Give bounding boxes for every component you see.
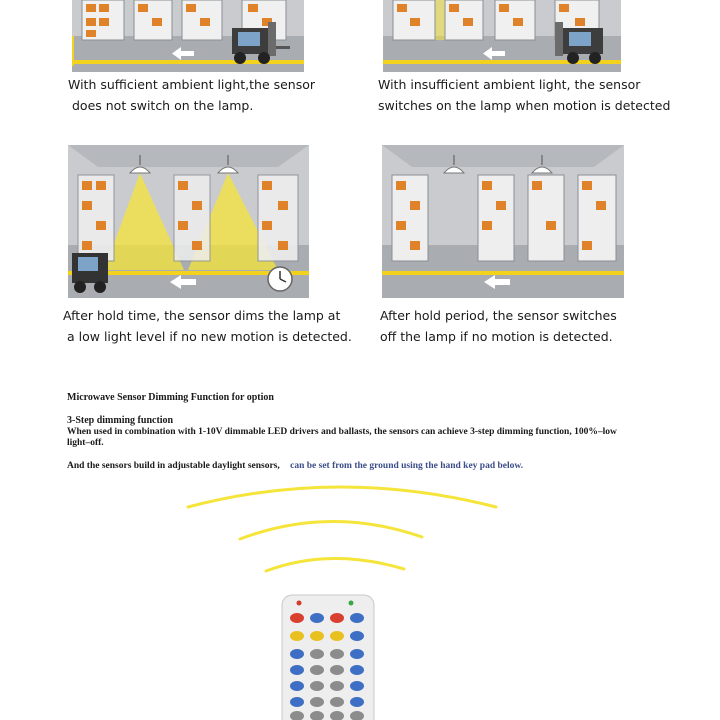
daylight-prefix: And the sensors build in adjustable daylight sensors, [67, 461, 280, 471]
caption-line: off the lamp if no motion is detected. [380, 329, 613, 344]
daylight-sentence [67, 461, 523, 472]
warehouse-panel-top-right [383, 0, 621, 72]
section-subtitle: 3-Step dimming function [67, 415, 174, 426]
shelf-racks [392, 175, 616, 261]
caption-line: With sufficient ambient light,the sensor [68, 77, 316, 92]
warehouse-panel-mid-left [68, 145, 309, 298]
caption-line: After hold time, the sensor dims the lamp at [63, 308, 341, 323]
remote-control-icon [281, 594, 375, 720]
shelf-racks [78, 175, 298, 261]
caption-line: After hold period, the sensor switches [380, 308, 617, 323]
signal-wave-icon [180, 475, 510, 585]
section-body-line-1: When used in combination with 1-10V dimmable LED drivers and ballasts, the sensors can achieve 3-step dimming function, 100%–low [67, 427, 617, 437]
section-title: Microwave Sensor Dimming Function for option [67, 392, 274, 403]
section-body-line-2: light–off. [67, 438, 104, 448]
caption-line: switches on the lamp when motion is detected [378, 98, 671, 113]
caption-line: With insufficient ambient light, the sensor [378, 77, 641, 92]
daylight-suffix: can be set from the ground using the hand key pad below. [290, 461, 524, 471]
caption-mid-left [63, 305, 352, 347]
caption-line: a low light level if no new motion is detected. [67, 329, 352, 344]
clock-icon [268, 267, 292, 291]
warehouse-panel-mid-right [382, 145, 624, 298]
caption-top-left [68, 74, 315, 116]
warehouse-panel-top-left [72, 0, 304, 72]
caption-line: does not switch on the lamp. [72, 98, 254, 113]
caption-top-right [378, 74, 670, 116]
caption-mid-right [380, 305, 617, 347]
